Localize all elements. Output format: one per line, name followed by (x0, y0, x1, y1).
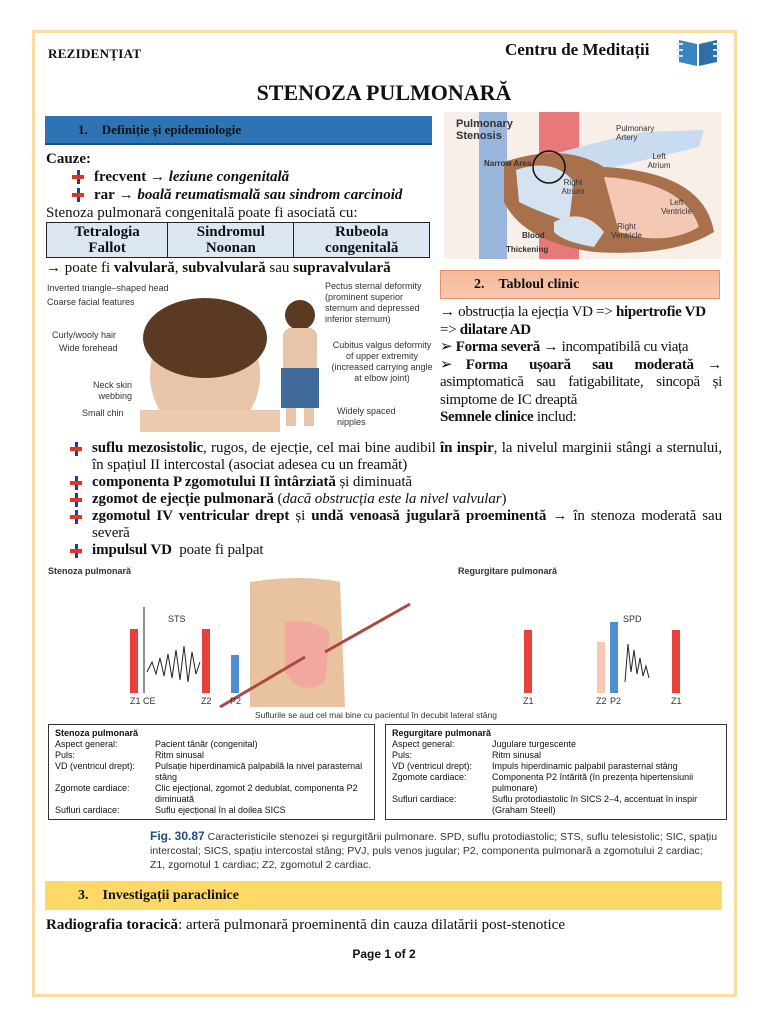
table-row (392, 772, 720, 794)
figure-number: Fig. 30.87 (150, 829, 205, 843)
figure-caption (150, 829, 720, 872)
cell-line: Sindromul (196, 224, 265, 240)
text: sau (265, 260, 294, 276)
table-title: Regurgitare pulmonară (392, 728, 492, 738)
figure-label: Pectus sternal deformity (prominent superior sternum and depressed inferior sternum) (325, 281, 422, 324)
figure-label: Narrow Area (484, 159, 532, 168)
row-key: VD (ventricul drept): (392, 761, 473, 771)
z1-bar (130, 629, 138, 693)
row-value: Pulsație hiperdinamică palpabilă la nivel parasternal stâng (155, 761, 363, 782)
text: componenta P zgomotului II întârziată (92, 474, 336, 490)
heart-shape (285, 621, 330, 688)
row-key: Zgomote cardiace: (55, 783, 130, 793)
cause-freq: rar (94, 187, 115, 203)
bullet-icon (70, 476, 82, 490)
assoc-cell (294, 223, 430, 258)
table-row (392, 739, 720, 750)
table-row (392, 794, 720, 816)
table-row (392, 761, 720, 772)
cause-desc: boală reumatismală sau sindrom carcinoid (137, 187, 403, 203)
cause-desc: leziune congenitală (168, 169, 290, 185)
figure-label: Small chin (82, 408, 124, 418)
text: subvalvulară (182, 260, 266, 276)
causes-label: Cauze: (46, 151, 91, 167)
figure-label: Cubitus valgus deformity of upper extremity (increased carrying angle at elbow joint) (331, 340, 433, 383)
text: supravalvulară (293, 260, 391, 276)
section-title: Tabloul clinic (498, 276, 580, 292)
arrow-bullet-icon: ➢ (440, 356, 466, 373)
figure-label: Right Atrium (561, 178, 585, 196)
z2-bar (597, 642, 605, 693)
cell-line: Noonan (205, 240, 256, 256)
sound-label: CE (143, 696, 156, 706)
text: → poate fi (46, 260, 114, 276)
table-row (55, 805, 368, 816)
page-title: STENOZA PULMONARĂ (256, 80, 512, 105)
text: impulsul VD (92, 542, 172, 558)
text: ( (273, 491, 283, 507)
text: în inspir (440, 440, 494, 456)
row-value: Ritm sinusal (155, 750, 205, 760)
page-number: Page 1 of 2 (352, 947, 416, 961)
row-value: Impuls hiperdinamic palpabil parasternal stâng (492, 761, 678, 771)
figure-label: Widely spaced nipples (337, 406, 396, 427)
sound-label: Z2 (201, 696, 212, 706)
text: , (174, 260, 183, 276)
text: → incompatibilă cu viața (540, 339, 689, 355)
clinical-line (440, 409, 722, 427)
row-key: VD (ventricul drept): (55, 761, 136, 771)
row-key: Sufluri cardiace: (55, 805, 120, 815)
sound-label: Z1 (671, 696, 682, 706)
section-number: 2. (474, 276, 485, 292)
bullet-icon (70, 544, 82, 558)
text: ) (501, 491, 507, 507)
clinical-text (440, 304, 722, 427)
bullet-icon (72, 170, 84, 184)
section-number: 3. (78, 887, 89, 903)
row-key: Puls: (392, 750, 413, 760)
causes-block (46, 150, 436, 222)
text: și (289, 508, 312, 524)
noonan-syndrome-figure (45, 280, 433, 432)
arrow-bullet-icon: ➢ (440, 339, 456, 355)
sign-item (70, 508, 722, 542)
clinical-line (440, 357, 722, 410)
figure-label: Coarse facial features (47, 297, 135, 307)
text: valvulară (113, 260, 175, 276)
z1-bar (672, 630, 680, 693)
figure-label: Neck skin webbing (92, 380, 132, 401)
sound-label: P2 (230, 696, 242, 706)
text: Radiografia toracică (46, 917, 179, 933)
cell-line: Fallot (88, 240, 126, 256)
table-row (55, 761, 368, 783)
figure-label: Left Atrium (647, 152, 671, 170)
section-header-clinical (440, 270, 720, 299)
pulmonary-stenosis-heart-figure (444, 112, 721, 259)
sign-item (70, 474, 722, 491)
caption-text: Caracteristicile stenozei și regurgitării pulmonare. SPD, suflu protodiastolic; STS, suflu telesistolic; SIC, spațiu intercostal; SICS, spațiu intercostal stâng; PVJ, puls venos jugular; P2, componenta pulmonară a zgomotului 2 cardiac; Z1, zgomotul 1 cardiac; Z2, zgomotul 2 cardiac. (150, 831, 718, 871)
sound-label: Z2 (596, 696, 607, 706)
figure-title: Regurgitare pulmonară (458, 566, 558, 576)
row-value: Clic ejecțional, zgomot 2 dedublat, componenta P2 diminuată (155, 783, 358, 804)
table-row (55, 783, 368, 805)
arrow: → (146, 169, 169, 185)
bullet-icon (70, 510, 82, 524)
figure-label: Inverted triangle–shaped head (47, 283, 169, 293)
phonocardiogram-figure (40, 562, 735, 722)
figure-label: Blood (522, 231, 545, 240)
p2-bar (231, 655, 239, 693)
figure-label: Pulmonary Artery (616, 124, 655, 142)
arrow: → (114, 187, 138, 203)
row-value: Suflu protodiastolic în SICS 2–4, accentuat în inspir (Graham Steell) (492, 794, 698, 815)
association-table (46, 222, 430, 258)
p2-bar (610, 622, 618, 693)
section-header-investigations (45, 881, 722, 910)
cause-item (72, 186, 436, 204)
murmur-label: SPD (623, 614, 642, 624)
assoc-cell (168, 223, 294, 258)
open-book-icon (675, 36, 721, 68)
row-value: Componenta P2 întărită (în prezența hipertensiunii pulmonare) (492, 772, 694, 793)
text: Forma ușoară sau moderată (465, 356, 694, 373)
sign-item (70, 491, 722, 508)
text: , rugos, de ejecție, cel mai bine audibil (203, 440, 441, 456)
row-key: Aspect general: (55, 739, 118, 749)
cell-line: Tetralogia (74, 224, 140, 240)
spd-murmur (625, 644, 649, 682)
sign-item (70, 542, 722, 559)
text: și diminuată (335, 474, 412, 490)
text: , la nivelul marginii stângi a sternului, în spațiul II intercostal (asociat adesea cu un freamăt) (92, 440, 723, 473)
header-left: REZIDENȚIAT (48, 46, 142, 61)
text: zgomotul IV ventricular drept (92, 508, 290, 524)
text: suflu mezosistolic (92, 440, 204, 456)
sound-label: Z1 (130, 696, 141, 706)
text: → obstrucția la ejecția VD => (440, 304, 616, 320)
chest-caption: Suflurile se aud cel mai bine cu pacientul în decubit lateral stâng (255, 710, 497, 720)
assoc-cell (47, 223, 168, 258)
row-key: Sufluri cardiace: (392, 794, 457, 804)
bullet-icon (70, 442, 82, 456)
cause-freq: frecvent (94, 169, 147, 185)
figure-label: Wide forehead (59, 343, 118, 353)
table-row (55, 739, 368, 750)
assoc-intro: Stenoza pulmonară congenitală poate fi asociată cu: (46, 205, 358, 221)
row-key: Puls: (55, 750, 76, 760)
figure-label: Thickening (506, 245, 549, 254)
row-key: Zgomote cardiace: (392, 772, 467, 782)
section-title: Investigații paraclinice (102, 887, 239, 903)
text: zgomot de ejecție pulmonară (92, 491, 274, 507)
z1-bar (524, 630, 532, 693)
cell-line: congenitală (325, 240, 399, 256)
z2-bar (202, 629, 210, 693)
bullet-icon (72, 188, 84, 202)
figure-title: Stenoza pulmonară (48, 566, 132, 576)
cell-line: Rubeola (335, 224, 389, 240)
figure-title: Pulmonary Stenosis (456, 118, 513, 142)
row-key: Aspect general: (392, 739, 455, 749)
section-number: 1. (78, 121, 88, 137)
cause-item (72, 168, 436, 186)
table-title: Stenoza pulmonară (55, 728, 139, 738)
row-value: Pacient tânăr (congenital) (155, 739, 258, 749)
sign-item (70, 440, 722, 474)
clinical-line (440, 322, 722, 340)
text: undă venoasă jugulară proeminentă (311, 508, 547, 524)
row-value: Ritm sinusal (492, 750, 542, 760)
radiography-line (46, 916, 565, 935)
figure-label: Curly/wooly hair (52, 330, 117, 340)
stenosis-summary-table (48, 724, 375, 820)
text: => (440, 321, 460, 338)
header-brand: Centru de Meditații (505, 40, 650, 59)
figure-label: Left Ventricle (661, 198, 692, 216)
text: → în stenoza moderată sau severă (92, 508, 722, 541)
regurgitation-summary-table (385, 724, 727, 820)
table-row (55, 750, 368, 761)
clinical-line (440, 304, 722, 322)
text: dacă obstrucția este la nivel valvular (282, 491, 502, 507)
text: hipertrofie VD (615, 304, 706, 320)
murmur-label: STS (168, 614, 186, 624)
types-line (46, 259, 391, 278)
sts-murmur (147, 646, 200, 682)
text: → asimptomatică sau fatigabilitate, sincopă și simptome de IC dreaptă (440, 356, 722, 408)
text: Forma severă (455, 339, 540, 355)
sound-label: P2 (610, 696, 622, 706)
text: Semnele clinice (440, 409, 534, 425)
sound-label: Z1 (523, 696, 534, 706)
text: dilatare AD (459, 321, 531, 338)
table-row (392, 750, 720, 761)
section-header-definition (45, 116, 432, 145)
text: poate fi palpat (171, 542, 264, 558)
clinical-signs-list (70, 440, 722, 559)
text: includ: (533, 409, 577, 425)
figure-label: Right Ventricle (611, 222, 642, 240)
bullet-icon (70, 493, 82, 507)
clinical-line (440, 339, 722, 357)
row-value: Jugulare turgescente (492, 739, 577, 749)
section-title: Definiție și epidemiologie (101, 121, 242, 137)
row-value: Suflu ejecțional în al doilea SICS (155, 805, 286, 815)
text: : arteră pulmonară proeminentă din cauza dilatării post-stenotice (178, 917, 565, 933)
